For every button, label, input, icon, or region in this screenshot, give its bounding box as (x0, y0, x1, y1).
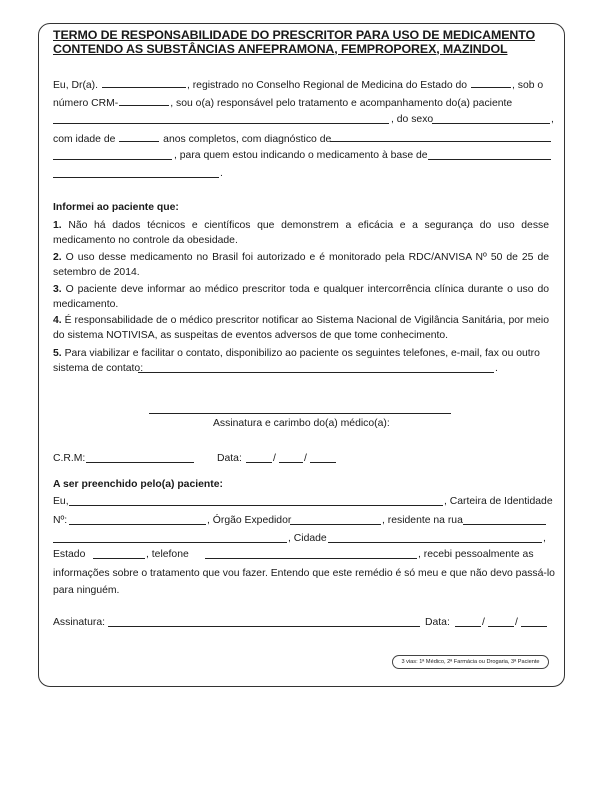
signature-label: Assinatura e carimbo do(a) médico(a): (213, 418, 390, 429)
label-numero-crm: número CRM- (53, 98, 119, 109)
patient-statement-end: para ninguém. (53, 585, 120, 596)
info-item-2 (53, 250, 549, 280)
issuer-field[interactable] (290, 524, 381, 525)
contact-field[interactable] (138, 372, 494, 373)
title-line-1: TERMO DE RESPONSABILIDADE DO PRESCRITOR PARA USO DE MEDICAMENTO (53, 28, 536, 42)
patient-heading: A ser preenchido pelo(a) paciente: (53, 479, 223, 490)
doctor-signature-line[interactable] (149, 413, 451, 414)
street-field[interactable] (463, 524, 546, 525)
patient-date-label: Data: (425, 617, 450, 628)
label-para-quem: , para quem estou indicando o medicamento à base de (174, 150, 428, 161)
label-recebi: , recebi pessoalmente as (418, 549, 534, 560)
period: . (495, 363, 498, 374)
id-number-field[interactable] (69, 524, 206, 525)
label-n: Nº: (53, 515, 68, 526)
title-line-2: CONTENDO AS SUBSTÂNCIAS ANFEPRAMONA, FEMPROPOREX, MAZINDOL (53, 41, 508, 56)
patient-name-field[interactable] (53, 123, 389, 124)
patient-statement: informações sobre o tratamento que vou fazer. Entendo que este remédio é só meu e que não devo passá-lo (53, 568, 555, 579)
document-title (53, 29, 535, 56)
label-estado: Estado (53, 549, 86, 560)
period: . (220, 168, 223, 179)
date-month-field[interactable] (279, 462, 303, 463)
label-do-sexo: , do sexo (391, 114, 434, 125)
doctor-name-field[interactable] (102, 77, 186, 88)
crm-label: C.R.M: (53, 453, 86, 464)
comma: , (551, 114, 554, 125)
medication-cont-field[interactable] (53, 177, 219, 178)
date-slash: / (515, 617, 518, 628)
state-field[interactable] (93, 558, 145, 559)
label-responsavel: , sou o(a) responsável pelo tratamento e acompanhamento do(a) paciente (170, 98, 513, 109)
diagnosis-cont-field[interactable] (53, 159, 172, 160)
date-year-field[interactable] (310, 462, 336, 463)
item-number: 1. (53, 220, 62, 231)
patient-date-month[interactable] (488, 626, 514, 627)
label-cidade: , Cidade (288, 533, 327, 544)
item-text: O uso desse medicamento no Brasil foi autorizado e é monitorado pela RDC/ANVISA Nº 50 de 25 de setembro de 2014. (53, 252, 549, 278)
medication-field[interactable] (428, 159, 551, 160)
label-sob-o: , sob o (511, 80, 544, 91)
patient-date-day[interactable] (455, 626, 481, 627)
date-day-field[interactable] (246, 462, 272, 463)
date-label: Data: (217, 453, 242, 464)
label-anos-completos: anos completos, com diagnóstico de (163, 134, 332, 145)
informei-heading: Informei ao paciente que: (53, 202, 179, 213)
crm-number-field[interactable] (119, 95, 169, 106)
diagnosis-field[interactable] (330, 141, 551, 142)
city-field[interactable] (328, 542, 542, 543)
item-text: Não há dados técnicos e científicos que demonstrem a eficácia e a segurança do uso desse medicamento no controle da obesidade. (53, 220, 549, 246)
label-com-idade: com idade de (53, 134, 116, 145)
item-number: 5. (53, 348, 62, 359)
patient-signature-label: Assinatura: (53, 617, 105, 628)
intro-line-2 (53, 95, 512, 110)
info-item-3 (53, 282, 549, 312)
patient-date-year[interactable] (521, 626, 547, 627)
item-text: É responsabilidade de o médico prescritor notificar ao Sistema Nacional de Vigilância Sanitária, por meio do sistema NOTIVISA, as suspeitas de eventos adversos de que tome conhecimento. (53, 315, 549, 341)
intro-line-1 (53, 77, 543, 92)
date-slash: / (482, 617, 485, 628)
item-text: Para viabilizar e facilitar o contato, disponibilizo ao paciente os seguintes telefones, e-mail, fax ou outro (64, 348, 540, 359)
sex-field[interactable] (432, 123, 550, 124)
crm-sign-field[interactable] (86, 462, 194, 463)
phone-field[interactable] (205, 558, 417, 559)
patient-full-name-field[interactable] (69, 505, 443, 506)
date-slash: / (304, 453, 307, 464)
item-number: 3. (53, 284, 62, 295)
address-cont-field[interactable] (53, 542, 287, 543)
item-number: 4. (53, 315, 62, 326)
info-item-4 (53, 313, 549, 343)
copies-note: 3 vias: 1ª Médico, 2ª Farmácia ou Drogaria, 3ª Paciente (392, 655, 549, 669)
label-registrado: , registrado no Conselho Regional de Medicina do Estado do (186, 80, 468, 91)
item-5-cont: sistema de contato: (53, 363, 144, 374)
patient-signature-field[interactable] (108, 626, 420, 627)
info-item-1 (53, 218, 549, 248)
item-number: 2. (53, 252, 62, 263)
label-telefone: , telefone (146, 549, 189, 560)
intro-line-3 (391, 113, 433, 126)
label-carteira: , Carteira de Identidade (444, 496, 553, 507)
label-eu-dr: Eu, Dr(a). (53, 80, 99, 91)
info-item-5 (53, 347, 540, 360)
intro-line-4 (53, 131, 331, 146)
crm-state-field[interactable] (471, 77, 511, 88)
label-eu: Eu, (53, 496, 69, 507)
item-text: O paciente deve informar ao médico prescritor toda e qualquer intercorrência clínica durante o uso do medicamento. (53, 284, 550, 310)
label-residente: , residente na rua (382, 515, 463, 526)
label-orgao: , Órgão Expedidor (207, 515, 292, 526)
comma: , (543, 533, 546, 544)
age-field[interactable] (119, 131, 159, 142)
date-slash: / (273, 453, 276, 464)
